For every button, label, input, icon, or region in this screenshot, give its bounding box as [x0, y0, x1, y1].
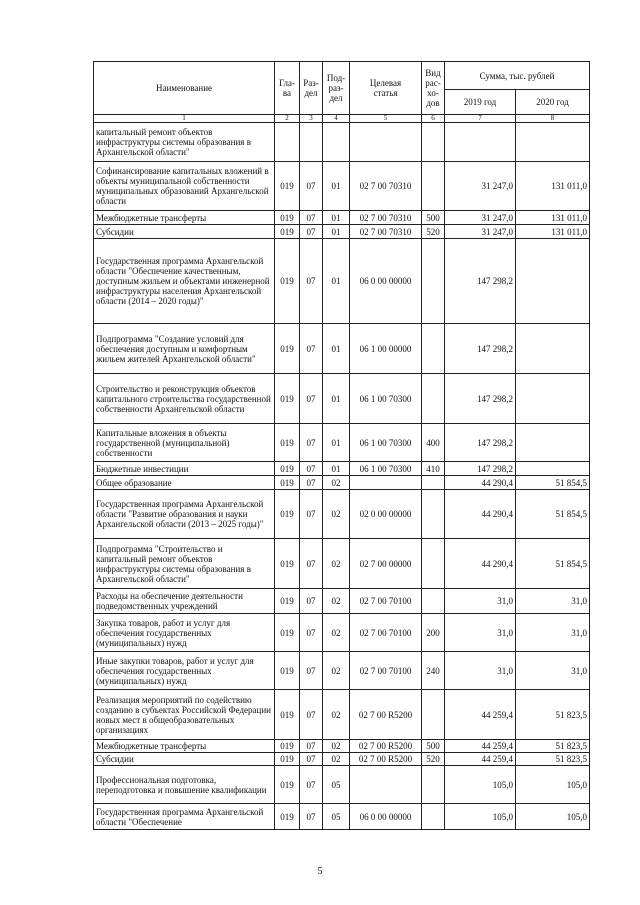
cell-razdel: 07: [300, 490, 323, 539]
cell-podrazdel: 02: [323, 753, 350, 766]
cell-vid: 200: [422, 614, 445, 652]
cell-sum-2020: [516, 462, 590, 476]
table-row: [94, 614, 590, 652]
budget-table: [93, 61, 590, 830]
cell-statya: 02 7 00 70310: [350, 162, 422, 211]
page-number: 5: [317, 866, 323, 877]
cell-statya: 06 1 00 70300: [350, 462, 422, 476]
table-row: [94, 462, 590, 476]
cell-razdel: 07: [300, 652, 323, 690]
cell-glava: 019: [275, 374, 300, 424]
cell-sum-2019: 44 259,4: [445, 690, 516, 740]
header-vid: Вид рас- хо- дов: [422, 62, 445, 115]
cell-glava: 019: [275, 614, 300, 652]
cell-sum-2020: [516, 123, 590, 162]
cell-podrazdel: 01: [323, 162, 350, 211]
cell-vid: [422, 324, 445, 374]
cell-sum-2019: 147 298,2: [445, 324, 516, 374]
cell-sum-2019: 105,0: [445, 766, 516, 804]
cell-sum-2019: 31 247,0: [445, 225, 516, 239]
table-row: [94, 211, 590, 225]
cell-sum-2019: 147 298,2: [445, 239, 516, 324]
cell-sum-2019: 147 298,2: [445, 424, 516, 462]
column-number: 2: [275, 115, 300, 123]
cell-podrazdel: 02: [323, 652, 350, 690]
cell-razdel: [300, 123, 323, 162]
cell-sum-2020: 105,0: [516, 766, 590, 804]
cell-razdel: 07: [300, 424, 323, 462]
column-number: 1: [94, 115, 275, 123]
cell-statya: 02 7 00 R5200: [350, 690, 422, 740]
cell-sum-2020: [516, 324, 590, 374]
cell-name: Капитальные вложения в объекты государственной (муниципальной) собственности: [94, 424, 275, 462]
cell-glava: 019: [275, 589, 300, 614]
header-podrazdel: Под- раз- дел: [323, 62, 350, 115]
cell-glava: 019: [275, 324, 300, 374]
cell-vid: [422, 239, 445, 324]
cell-razdel: 07: [300, 225, 323, 239]
table-row: [94, 123, 590, 162]
cell-name: Строительство и реконструкция объектов капитального строительства государственной собственности Архангельской области: [94, 374, 275, 424]
cell-vid: 500: [422, 211, 445, 225]
cell-glava: 019: [275, 740, 300, 753]
table-row: [94, 753, 590, 766]
header-name: Наименование: [94, 62, 275, 115]
cell-sum-2020: 51 823,5: [516, 753, 590, 766]
cell-name: Межбюджетные трансферты: [94, 211, 275, 225]
cell-name: Бюджетные инвестиции: [94, 462, 275, 476]
header-razdel: Раз- дел: [300, 62, 323, 115]
cell-razdel: 07: [300, 740, 323, 753]
cell-sum-2020: 51 854,5: [516, 539, 590, 589]
header-year-2019: 2019 год: [445, 90, 516, 115]
cell-glava: 019: [275, 804, 300, 830]
cell-podrazdel: 05: [323, 804, 350, 830]
cell-podrazdel: 01: [323, 324, 350, 374]
cell-razdel: 07: [300, 462, 323, 476]
cell-sum-2020: [516, 424, 590, 462]
cell-podrazdel: 02: [323, 539, 350, 589]
header-glava: Гла- ва: [275, 62, 300, 115]
cell-razdel: 07: [300, 690, 323, 740]
cell-statya: 02 7 00 70100: [350, 652, 422, 690]
cell-statya: 02 7 00 70310: [350, 225, 422, 239]
cell-sum-2019: 31 247,0: [445, 162, 516, 211]
cell-sum-2020: 31,0: [516, 589, 590, 614]
cell-glava: 019: [275, 462, 300, 476]
cell-podrazdel: 01: [323, 225, 350, 239]
cell-glava: 019: [275, 652, 300, 690]
cell-vid: [422, 476, 445, 490]
cell-name: Закупка товаров, работ и услуг для обеспечения государственных (муниципальных) нужд: [94, 614, 275, 652]
cell-name: Межбюджетные трансферты: [94, 740, 275, 753]
cell-statya: 02 7 00 R5200: [350, 740, 422, 753]
column-number: 7: [445, 115, 516, 123]
header-statya: Целевая статья: [350, 62, 422, 115]
cell-sum-2019: 31,0: [445, 589, 516, 614]
cell-statya: 06 1 00 00000: [350, 324, 422, 374]
cell-razdel: 07: [300, 211, 323, 225]
cell-sum-2019: 147 298,2: [445, 462, 516, 476]
cell-podrazdel: 02: [323, 740, 350, 753]
cell-glava: 019: [275, 753, 300, 766]
cell-sum-2020: [516, 374, 590, 424]
cell-glava: 019: [275, 239, 300, 324]
cell-vid: [422, 804, 445, 830]
cell-sum-2019: 44 290,4: [445, 539, 516, 589]
cell-razdel: 07: [300, 804, 323, 830]
cell-vid: [422, 766, 445, 804]
cell-name: Иные закупки товаров, работ и услуг для обеспечения государственных (муниципальных) нужд: [94, 652, 275, 690]
cell-razdel: 07: [300, 324, 323, 374]
cell-name: Реализация мероприятий по содействию созданию в субъектах Российской Федерации новых мест в общеобразовательных организациях: [94, 690, 275, 740]
table-row: [94, 690, 590, 740]
cell-vid: 520: [422, 225, 445, 239]
cell-statya: 06 1 00 70300: [350, 374, 422, 424]
cell-statya: 02 7 00 R5200: [350, 753, 422, 766]
cell-vid: 240: [422, 652, 445, 690]
column-number: 4: [323, 115, 350, 123]
cell-podrazdel: 02: [323, 476, 350, 490]
table-row: [94, 589, 590, 614]
cell-statya: 02 0 00 00000: [350, 490, 422, 539]
cell-sum-2019: 44 290,4: [445, 490, 516, 539]
cell-sum-2019: 44 259,4: [445, 753, 516, 766]
cell-sum-2019: 44 290,4: [445, 476, 516, 490]
cell-name: капитальный ремонт объектов инфраструктуры системы образования в Архангельской области": [94, 123, 275, 162]
table-row: [94, 476, 590, 490]
table-row: [94, 162, 590, 211]
cell-podrazdel: 02: [323, 490, 350, 539]
cell-sum-2020: 131 011,0: [516, 162, 590, 211]
cell-name: Подпрограмма "Строительство и капитальный ремонт объектов инфраструктуры системы образования в Архангельской области": [94, 539, 275, 589]
cell-statya: 02 7 00 00000: [350, 539, 422, 589]
cell-name: Государственная программа Архангельской области "Развитие образования и науки Архангельской области (2013 – 2025 годы)": [94, 490, 275, 539]
cell-glava: 019: [275, 225, 300, 239]
cell-glava: 019: [275, 490, 300, 539]
cell-vid: [422, 690, 445, 740]
cell-name: Расходы на обеспечение деятельности подведомственных учреждений: [94, 589, 275, 614]
table-row: [94, 766, 590, 804]
cell-razdel: 07: [300, 162, 323, 211]
cell-statya: 02 7 00 70100: [350, 614, 422, 652]
cell-vid: [422, 539, 445, 589]
table-row: [94, 424, 590, 462]
table-body: [94, 123, 590, 830]
cell-sum-2020: 31,0: [516, 614, 590, 652]
cell-sum-2020: 31,0: [516, 652, 590, 690]
cell-sum-2020: 131 011,0: [516, 225, 590, 239]
cell-podrazdel: 01: [323, 462, 350, 476]
cell-statya: 02 7 00 70310: [350, 211, 422, 225]
cell-sum-2020: 131 011,0: [516, 211, 590, 225]
cell-name: Государственная программа Архангельской области "Обеспечение: [94, 804, 275, 830]
cell-glava: [275, 123, 300, 162]
cell-sum-2020: 105,0: [516, 804, 590, 830]
cell-podrazdel: 02: [323, 614, 350, 652]
cell-glava: 019: [275, 690, 300, 740]
cell-vid: 410: [422, 462, 445, 476]
cell-razdel: 07: [300, 539, 323, 589]
cell-sum-2019: 105,0: [445, 804, 516, 830]
cell-statya: 02 7 00 70100: [350, 589, 422, 614]
table-row: [94, 652, 590, 690]
cell-razdel: 07: [300, 476, 323, 490]
column-number: 3: [300, 115, 323, 123]
cell-razdel: 07: [300, 614, 323, 652]
cell-vid: [422, 374, 445, 424]
cell-sum-2020: 51 823,5: [516, 740, 590, 753]
cell-name: Подпрограмма "Создание условий для обеспечения доступным и комфортным жильем жителей Архангельской области": [94, 324, 275, 374]
table-row: [94, 740, 590, 753]
cell-sum-2020: 51 854,5: [516, 490, 590, 539]
table-row: [94, 804, 590, 830]
cell-podrazdel: 02: [323, 589, 350, 614]
cell-razdel: 07: [300, 753, 323, 766]
cell-vid: [422, 162, 445, 211]
cell-statya: 06 0 00 00000: [350, 239, 422, 324]
table-row: [94, 539, 590, 589]
cell-glava: 019: [275, 766, 300, 804]
cell-razdel: 07: [300, 766, 323, 804]
cell-statya: [350, 766, 422, 804]
cell-name: Государственная программа Архангельской области "Обеспечение качественным, доступным жильем и объектами инженерной инфраструктуры населения Архангельской области (2014 – 2020 годы)": [94, 239, 275, 324]
table-row: [94, 239, 590, 324]
column-number: 5: [350, 115, 422, 123]
column-number: 6: [422, 115, 445, 123]
cell-sum-2019: 44 259,4: [445, 740, 516, 753]
header-summa: Сумма, тыс. рублей: [445, 62, 590, 90]
cell-sum-2019: [445, 123, 516, 162]
cell-vid: [422, 589, 445, 614]
cell-podrazdel: 02: [323, 690, 350, 740]
cell-sum-2019: 147 298,2: [445, 374, 516, 424]
cell-glava: 019: [275, 539, 300, 589]
cell-podrazdel: 01: [323, 239, 350, 324]
table-row: [94, 225, 590, 239]
cell-vid: 500: [422, 740, 445, 753]
cell-statya: 06 0 00 00000: [350, 804, 422, 830]
header-year-2020: 2020 год: [516, 90, 590, 115]
table-row: [94, 490, 590, 539]
table-row: [94, 374, 590, 424]
cell-sum-2020: [516, 239, 590, 324]
cell-podrazdel: 01: [323, 374, 350, 424]
cell-podrazdel: [323, 123, 350, 162]
table-row: [94, 324, 590, 374]
cell-name: Софинансирование капитальных вложений в объекты муниципальной собственности муниципальных образований Архангельской области: [94, 162, 275, 211]
cell-podrazdel: 01: [323, 211, 350, 225]
cell-vid: 520: [422, 753, 445, 766]
cell-vid: [422, 490, 445, 539]
cell-podrazdel: 05: [323, 766, 350, 804]
cell-vid: 400: [422, 424, 445, 462]
cell-sum-2019: 31,0: [445, 614, 516, 652]
cell-statya: [350, 476, 422, 490]
cell-name: Профессиональная подготовка, переподготовка и повышение квалификации: [94, 766, 275, 804]
cell-name: Субсидии: [94, 225, 275, 239]
cell-name: Субсидии: [94, 753, 275, 766]
cell-glava: 019: [275, 162, 300, 211]
cell-razdel: 07: [300, 589, 323, 614]
column-number: 8: [516, 115, 590, 123]
cell-glava: 019: [275, 424, 300, 462]
cell-statya: [350, 123, 422, 162]
cell-razdel: 07: [300, 239, 323, 324]
cell-glava: 019: [275, 476, 300, 490]
cell-vid: [422, 123, 445, 162]
cell-sum-2019: 31 247,0: [445, 211, 516, 225]
cell-sum-2020: 51 823,5: [516, 690, 590, 740]
cell-name: Общее образование: [94, 476, 275, 490]
cell-sum-2019: 31,0: [445, 652, 516, 690]
cell-statya: 06 1 00 70300: [350, 424, 422, 462]
cell-sum-2020: 51 854,5: [516, 476, 590, 490]
cell-glava: 019: [275, 211, 300, 225]
cell-podrazdel: 01: [323, 424, 350, 462]
cell-razdel: 07: [300, 374, 323, 424]
